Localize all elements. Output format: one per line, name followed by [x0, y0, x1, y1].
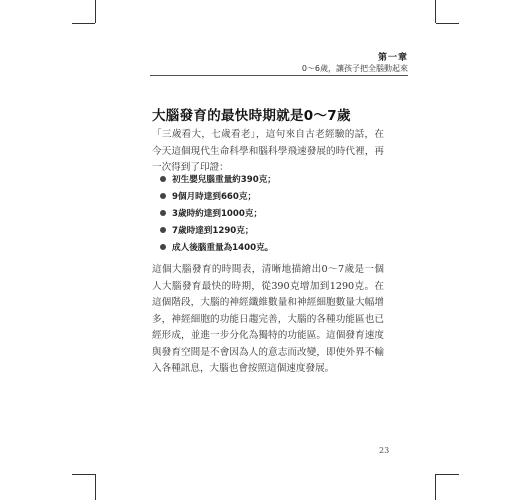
section-title: 大腦發育的最快時期就是0～7歲 [152, 108, 351, 124]
bullet-dot-icon [160, 210, 166, 216]
crop-mark [436, 474, 459, 475]
header-rule [150, 75, 408, 76]
body-paragraph: 「三歲看大，七歲看老」，這句來自古老經驗的話，在今天這個現代生命科學和腦科學飛速發展的時代裡，再一次得到了印證： [152, 129, 384, 173]
crop-mark [95, 474, 96, 500]
crop-mark [95, 0, 96, 23]
list-item [160, 170, 276, 187]
list-item-text: 初生嬰兒腦重量約390克； [172, 174, 276, 185]
list-item-text: 成人後腦重量為1400克。 [172, 243, 274, 254]
chapter-subtitle: 0～6歲，讓孩子把全腦動起來 [301, 64, 408, 73]
crop-mark [72, 474, 95, 475]
bullet-dot-icon [160, 244, 166, 250]
list-item-text: 7歲時達到1290克； [172, 226, 254, 237]
crop-mark [72, 23, 95, 24]
list-item [160, 204, 276, 221]
chapter-label: 第一章 [377, 53, 408, 63]
bullet-dot-icon [160, 176, 166, 182]
list-item-text: 9個月時達到660克； [172, 191, 257, 202]
list-item [160, 239, 276, 256]
list-item [160, 222, 276, 239]
crop-mark [435, 474, 436, 500]
bullet-dot-icon [160, 193, 166, 199]
bullet-dot-icon [160, 227, 166, 233]
crop-mark [436, 23, 459, 24]
brain-weight-list [160, 170, 276, 256]
list-item-text: 3歲時約達到1000克； [172, 208, 263, 219]
crop-mark [435, 0, 436, 23]
list-item [160, 187, 276, 204]
body-paragraph: 這個大腦發育的時間表，清晰地描繪出0～7歲是一個人大腦發育最快的時期，從390克增加到1290克。在這個階段，大腦的神經纖維數量和神經細胞數量大幅增多，神經細胞的功能日趨完善，大腦的各種功能區也已經形成，並進一步分化為獨特的功能區。這個發育速度與發育空間是不會因為人的意志而改變，即使外界不輸入各種訊息，大腦也會按照這個速度發展。 [152, 264, 384, 374]
page-number: 23 [379, 446, 390, 455]
